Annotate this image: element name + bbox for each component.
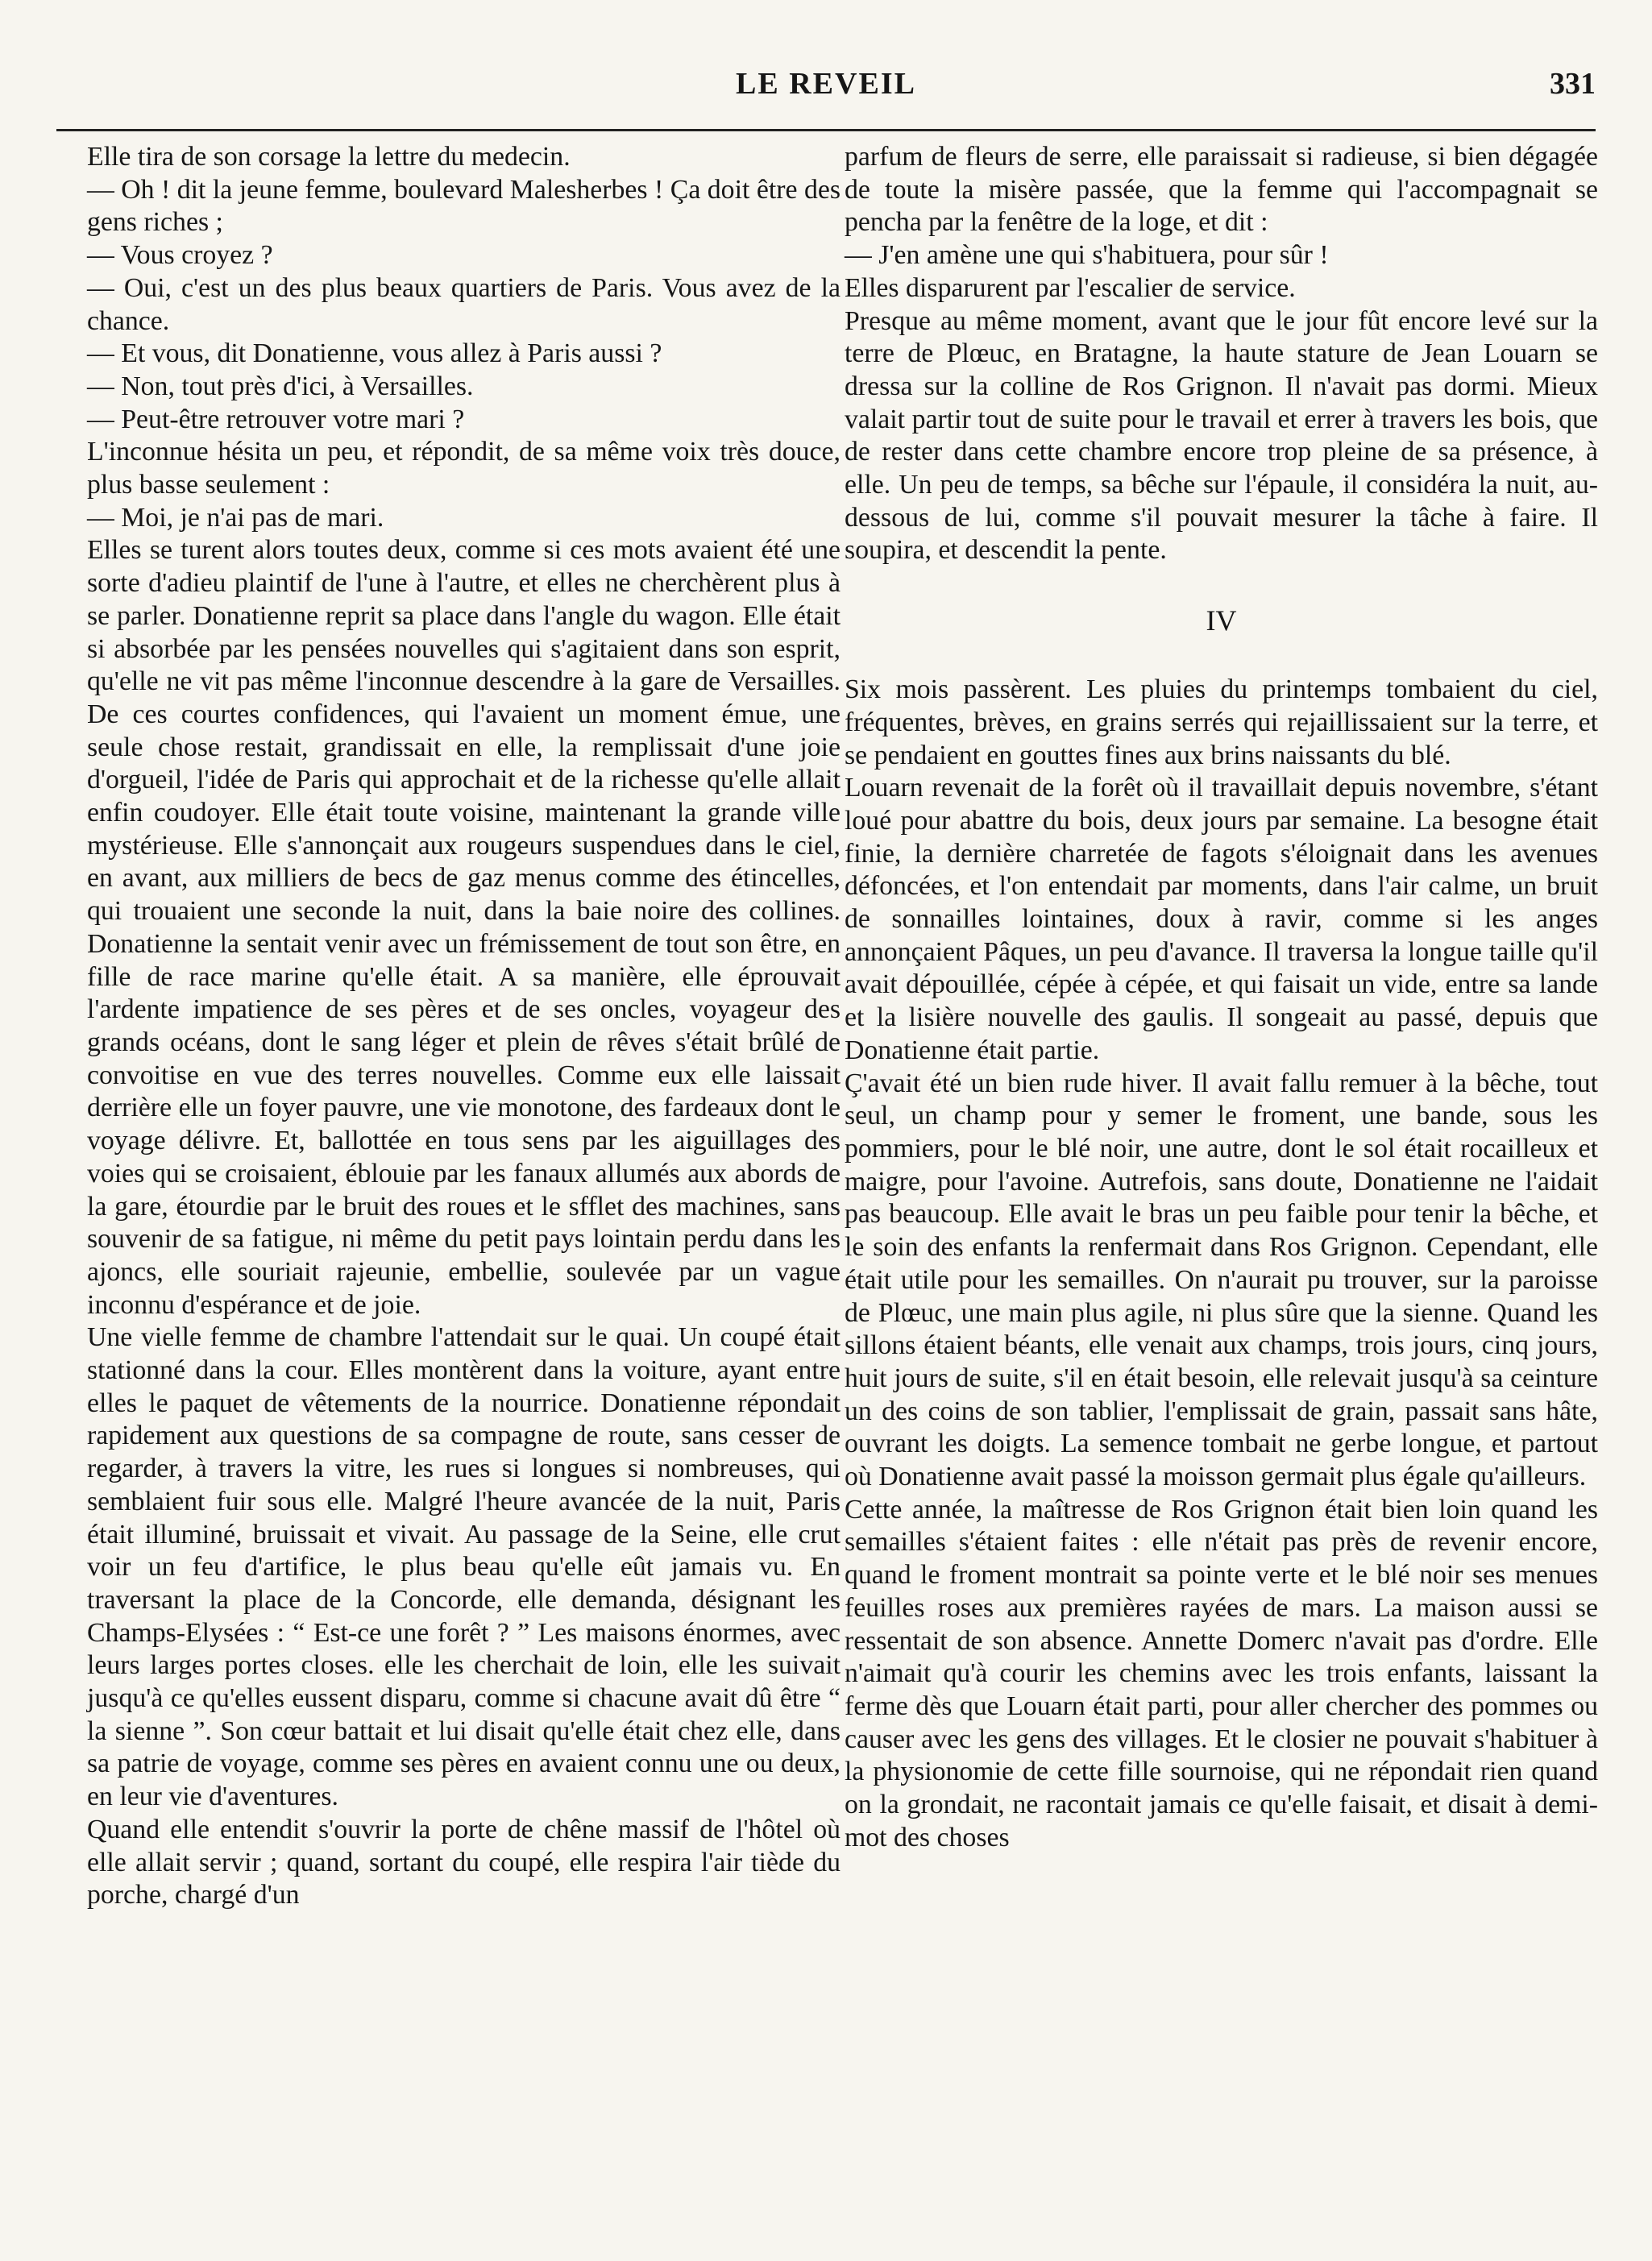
- paragraph: — Peut-être retrouver votre mari ?: [87, 404, 465, 434]
- paragraph: Une vielle femme de chambre l'attendait sur le quai. Un coupé était stationné dans la cour. Elles montèrent dans la voiture, ayant entre elles le paquet de vêtements de la nourrice. Donatienne répondait rapidement aux questions de sa compagne de route, sans cesser de regarder, à travers la vitre, les rues si longues si nombreuses, qui semblaient fuir sous elle. Malgré l'heure avancée de la nuit, Paris était illuminé, bruissait et vivait. Au passage de la Seine, elle crut voir un feu d'artifice, le plus beau qu'elle eût jamais vu. En traversant la place de la Concorde, elle demanda, désignant les Champs-Elysées : “ Est-ce une forêt ? ” Les maisons énormes, avec leurs larges portes closes. elle les cherchait de loin, elle les suivait jusqu'à ce qu'elles eussent disparu, comme si chacune avait dû être “ la sienne ”. Son cœur battait et lui disait qu'elle était chez elle, dans sa patrie de voyage, comme ses pères en avaient connu une ou deux, en leur vie d'aventures.: [87, 1322, 841, 1812]
- paragraph: Ç'avait été un bien rude hiver. Il avait fallu remuer à la bêche, tout seul, un champ pour y semer le froment, une bande, sous les pommiers, pour le blé noir, une autre, dont le sol était rocailleux et maigre, pour l'avoine. Autrefois, sans doute, Donatienne ne l'aidait pas beaucoup. Elle avait le bras un peu faible pour tenir la bêche, et le soin des enfants la renfermait dans Ros Grignon. Cependant, elle était utile pour les semailles. On n'aurait pu trouver, sur la paroisse de Plœuc, une main plus agile, ni plus sûre que la sienne. Quand les sillons étaient béants, elle venait aux champs, trois jours, cinq jours, huit jours de suite, s'il en était besoin, elle relevait jusqu'à sa ceinture un des coins de son tablier, l'emplissait de grain, passait sans hâte, ouvrant les doigts. La semence tombait ne gerbe longue, et partout où Donatienne avait passé la moisson germait plus égale qu'ailleurs.: [845, 1068, 1598, 1492]
- paragraph: Elle tira de son corsage la lettre du medecin.: [87, 142, 571, 172]
- paragraph: Louarn revenait de la forêt où il travaillait depuis novembre, s'étant loué pour abattre du bois, deux jours par semaine. La besogne était finie, la dernière charretée de fagots s'éloignait dans les avenues défoncées, et l'on entendait par moments, dans l'air calme, un bruit de sonnailles lointaines, doux à ravir, comme si les anges annonçaient Pâques, un peu d'avance. Il traversa la longue taille qu'il avait dépouillée, cépée à cépée, et qui faisait un vide, entre sa lande et la lisière nouvelle des gaulis. Il songeait au passé, depuis que Donatienne était partie.: [845, 773, 1598, 1065]
- paragraph: Cette année, la maîtresse de Ros Grignon était bien loin quand les semailles s'étaient faites : elle n'était pas près de revenir encore, quand le froment montrait sa pointe verte et le blé noir ses menues feuilles roses aux premières rayées de mars. La maison aussi se ressentait de son absence. Annette Domerc n'avait pas d'ordre. Elle n'aimait qu'à courir les chemins avec les trois enfants, laissant la ferme dès que Louarn était parti, pour aller chercher des pommes ou causer avec les gens des villages. Et le closier ne pouvait s'habituer à la physionomie de cette fille sournoise, qui ne répondait rien quand on la grondait, ne racontait jamais ce qu'elle faisait, et disait à demi-mot des choses: [845, 1494, 1598, 1852]
- paragraph: Elles se turent alors toutes deux, comme si ces mots avaient été une sorte d'adieu plaintif de l'une à l'autre, et elles ne cherchèrent plus à se parler. Donatienne reprit sa place dans l'angle du wagon. Elle était si absorbée par les pensées nouvelles qui s'agitaient dans son esprit, qu'elle ne vit pas même l'inconnue descendre à la gare de Versailles. De ces courtes confidences, qui l'avaient un moment émue, une seule chose restait, grandissait en elle, la remplissait d'une joie d'orgueil, l'idée de Paris qui approchait et de la richesse qu'elle allait enfin coudoyer. Elle était toute voisine, maintenant la grande ville mystérieuse. Elle s'annonçait aux rougeurs suspendues dans le ciel, en avant, aux milliers de becs de gaz menus comme des étincelles, qui trouaient une seconde la nuit, dans la baie noire des collines. Donatienne la sentait venir avec un frémissement de tout son être, en fille de race marine qu'elle était. A sa manière, elle éprouvait l'ardente impatience de ses pères et de ses oncles, voyageur des grands océans, dont le sang léger et plein de rêves s'était brûlé de convoitise en vue des terres nouvelles. Comme eux elle laissait derrière elle un foyer pauvre, une vie monotone, des fardeaux dont le voyage délivre. Et, ballottée en tous sens par les aiguillages des voies qui se croisaient, éblouie par les fanaux allumés aux abords de la gare, étourdie par le bruit des roues et le sfflet des machines, sans souvenir de sa fatigue, ni même du petit pays lointain perdu dans les ajoncs, elle souriait rajeunie, embellie, soulevée par un vague inconnu d'espérance et de joie.: [87, 535, 841, 1320]
- right-column: [845, 141, 1598, 1854]
- page-number: 331: [1550, 67, 1596, 101]
- paragraph: — Non, tout près d'ici, à Versailles.: [87, 371, 474, 401]
- paragraph: Six mois passèrent. Les pluies du printemps tombaient du ciel, fréquentes, brèves, en grains serrés qui rejaillissaient sur la terre, et se pendaient en gouttes fines aux brins naissants du blé.: [845, 674, 1598, 770]
- paragraph: — Et vous, dit Donatienne, vous allez à Paris aussi ?: [87, 338, 662, 369]
- paragraph: Quand elle entendit s'ouvrir la porte de chêne massif de l'hôtel où elle allait servir ; quand, sortant du coupé, elle respira l'air tiède du porche, chargé d'un: [87, 1814, 841, 1910]
- running-title: LE REVEIL: [736, 67, 916, 101]
- chapter-heading: IV: [1206, 604, 1237, 637]
- paragraph: L'inconnue hésita un peu, et répondit, de sa même voix très douce, plus basse seulement :: [87, 437, 841, 500]
- paragraph: Elles disparurent par l'escalier de service.: [845, 272, 1296, 303]
- header-rule: [56, 129, 1596, 131]
- left-column: [87, 141, 841, 1912]
- paragraph: — Moi, je n'ai pas de mari.: [87, 502, 384, 533]
- running-header: [56, 66, 1596, 114]
- paragraph: Presque au même moment, avant que le jour fût encore levé sur la terre de Plœuc, en Bratagne, la haute stature de Jean Louarn se dressa sur la colline de Ros Grignon. Il n'avait pas dormi. Mieux valait partir tout de suite pour le travail et errer à travers les bois, que de rester dans cette chambre encore trop pleine de sa présence, à elle. Un peu de temps, sa bêche sur l'épaule, il considéra la nuit, au-dessous de lui, comme s'il pouvait mesurer la tâche à faire. Il soupira, et descendit la pente.: [845, 305, 1598, 566]
- paragraph: — Oh ! dit la jeune femme, boulevard Malesherbes ! Ça doit être des gens riches ;: [87, 174, 841, 238]
- paragraph: parfum de fleurs de serre, elle paraissait si radieuse, si bien dégagée de toute la misère passée, que la femme qui l'accompagnait se pencha par la fenêtre de la loge, et dit :: [845, 142, 1598, 238]
- paragraph: — J'en amène une qui s'habituera, pour sûr !: [845, 240, 1329, 271]
- paragraph: — Vous croyez ?: [87, 240, 273, 271]
- paragraph: — Oui, c'est un des plus beaux quartiers de Paris. Vous avez de la chance.: [87, 272, 841, 336]
